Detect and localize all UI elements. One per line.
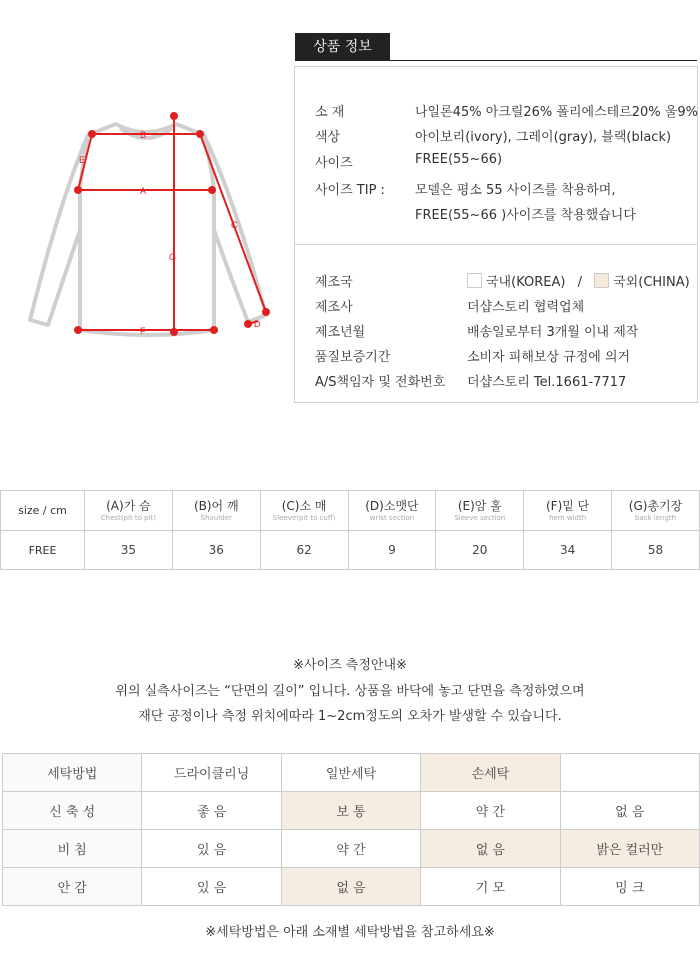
care-cell: 있 음: [142, 830, 281, 868]
maker-label: 제조사: [315, 300, 353, 315]
label-d: D: [254, 319, 261, 329]
size-header-cell: (A)가 슴 Chest(pit to pit): [85, 491, 173, 531]
warranty-label: 품질보증기간: [315, 350, 391, 365]
care-cell: 비 침: [3, 830, 142, 868]
care-row: [3, 830, 700, 868]
care-cell-selected: 없 음: [421, 830, 560, 868]
material-label: 소 재: [315, 105, 345, 120]
header-rule: [295, 60, 697, 61]
care-cell: 드라이클리닝: [142, 754, 281, 792]
material-value: 나일론45% 아크릴26% 폴리에스테르20% 울9%: [415, 105, 698, 120]
size-table: [0, 490, 700, 570]
as-value: 더샵스토리 Tel.1661-7717: [467, 375, 627, 390]
care-row: [3, 754, 700, 792]
care-row: [3, 792, 700, 830]
korea-checkbox: [467, 273, 482, 288]
info-divider: [295, 244, 697, 245]
care-cell: 세탁방법: [3, 754, 142, 792]
size-header-cell: (D)소맷단 wrist section: [348, 491, 436, 531]
care-cell-selected: 손세탁: [421, 754, 560, 792]
care-cell-selected: 없 음: [281, 868, 420, 906]
size-label: 사이즈: [315, 156, 353, 171]
as-label: A/S책임자 및 전화번호: [315, 375, 446, 390]
label-a: A: [140, 186, 147, 196]
size-tip-label: 사이즈 TIP :: [315, 183, 385, 198]
size-tip-value-2: FREE(55~66 )사이즈를 착용했습니다: [415, 208, 636, 223]
notice-title: ※사이즈 측정안내※: [293, 658, 407, 673]
size-header-cell: (G)총기장 back length: [612, 491, 700, 531]
size-header-cell: (E)암 홀 Sleeve section: [436, 491, 524, 531]
care-table: [2, 753, 700, 906]
care-row: [3, 868, 700, 906]
product-info-box: [294, 66, 698, 403]
care-cell: 있 음: [142, 868, 281, 906]
label-e: E: [79, 155, 86, 165]
size-value-cell: 58: [612, 531, 700, 570]
origin-korea: 국내(KOREA): [486, 275, 566, 290]
product-info-tag: 상품 정보: [295, 33, 390, 61]
size-header-cell: (B)어 깨 Shoulder: [172, 491, 260, 531]
size-value-cell: 62: [260, 531, 348, 570]
size-value: FREE(55~66): [415, 152, 503, 167]
garment-measurement-diagram: [20, 110, 280, 350]
size-value-cell: 34: [524, 531, 612, 570]
care-cell: 안 감: [3, 868, 142, 906]
color-value: 아이보리(ivory), 그레이(gray), 블랙(black): [415, 130, 672, 145]
care-cell: 약 간: [281, 830, 420, 868]
label-f: F: [140, 326, 146, 336]
origin-value: [467, 271, 690, 290]
label-g: G: [169, 252, 177, 262]
size-table-row: [1, 531, 700, 570]
origin-label: 제조국: [315, 275, 353, 290]
care-cell: 밍 크: [560, 868, 699, 906]
size-tip-value: 모델은 평소 55 사이즈를 착용하며,: [415, 183, 616, 198]
size-table-header: [1, 491, 700, 531]
notice-line-2: 재단 공정이나 측정 위치에따라 1~2cm정도의 오차가 발생할 수 있습니다.: [138, 709, 562, 724]
size-value-cell: 9: [348, 531, 436, 570]
sweater-outline: [80, 124, 214, 335]
care-cell-selected: 보 통: [281, 792, 420, 830]
maker-value: 더샵스토리 협력업체: [467, 300, 585, 315]
care-cell-selected: 밝은 컬러만: [560, 830, 699, 868]
size-value-cell: 36: [172, 531, 260, 570]
size-header-cell: (C)소 매 Sleeve(pit to cuff): [260, 491, 348, 531]
notice-line-1: 위의 실측사이즈는 “단면의 길이” 입니다. 상품을 바닥에 놓고 단면을 측정하였으며: [115, 684, 585, 699]
size-value-cell: 35: [85, 531, 173, 570]
size-row-label: FREE: [1, 531, 85, 570]
care-footer-note: ※세탁방법은 아래 소재별 세탁방법을 참고하세요※: [205, 925, 495, 940]
care-cell: 신 축 성: [3, 792, 142, 830]
label-c: C: [231, 220, 238, 230]
care-cell: 약 간: [421, 792, 560, 830]
origin-slash: /: [577, 275, 582, 290]
care-cell: 일반세탁: [281, 754, 420, 792]
size-header-first: size / cm: [1, 491, 85, 531]
warranty-value: 소비자 피해보상 규정에 의거: [467, 350, 631, 365]
date-value: 배송일로부터 3개월 이내 제작: [467, 325, 639, 340]
size-value-cell: 20: [436, 531, 524, 570]
care-cell: 기 모: [421, 868, 560, 906]
size-header-cell: (F)밑 단 hem width: [524, 491, 612, 531]
origin-china: 국외(CHINA): [613, 275, 690, 290]
care-cell: 좋 음: [142, 792, 281, 830]
label-b: B: [140, 130, 147, 140]
care-cell: 없 음: [560, 792, 699, 830]
color-label: 색상: [315, 130, 341, 145]
date-label: 제조년월: [315, 325, 366, 340]
china-checkbox: [594, 273, 609, 288]
care-cell: [560, 754, 699, 792]
